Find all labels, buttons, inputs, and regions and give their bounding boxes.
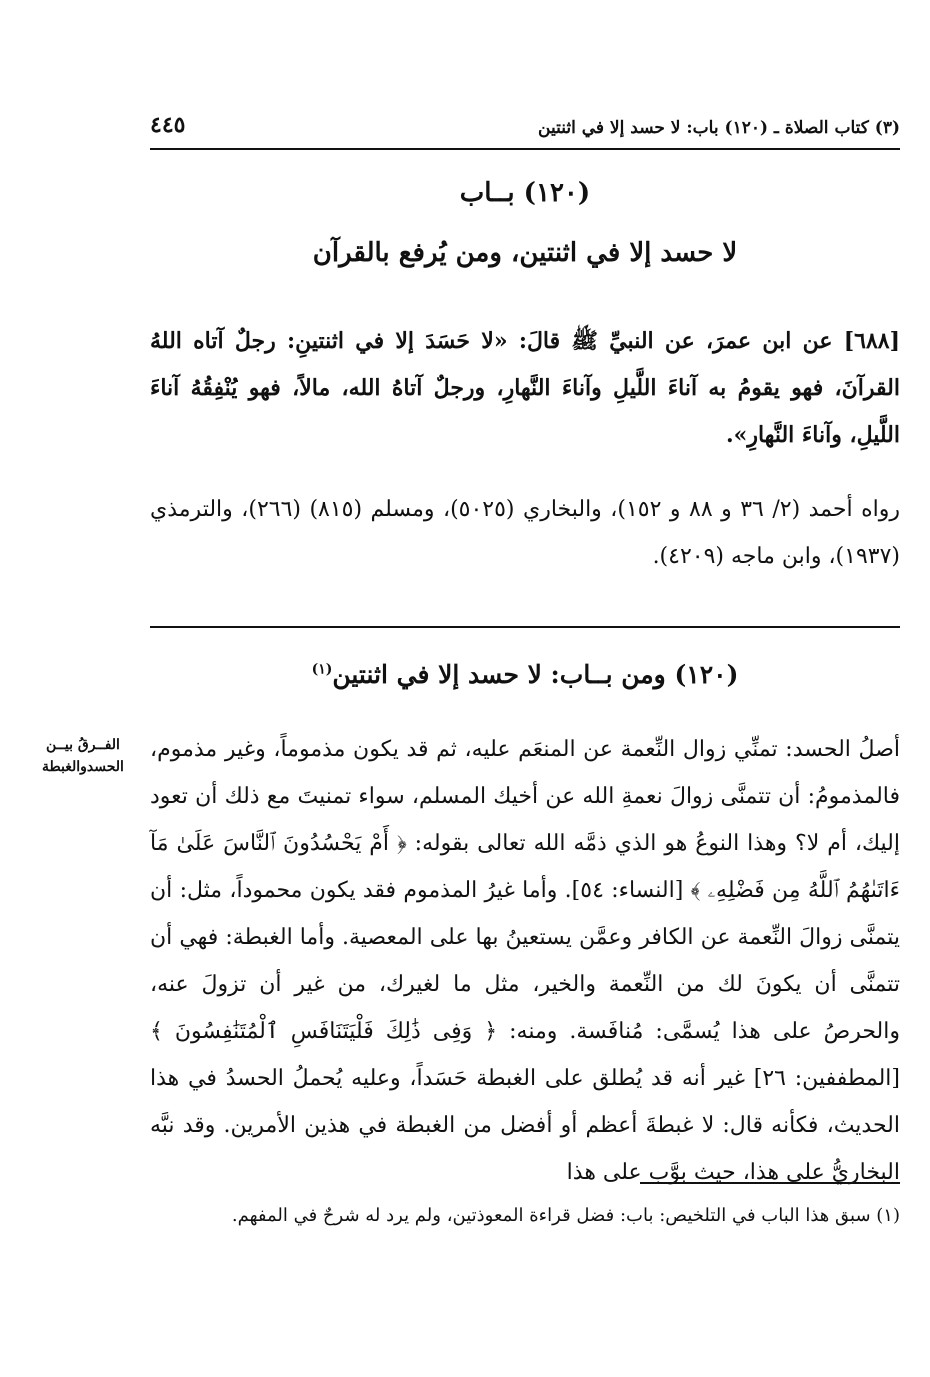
page-number: ٤٤٥ [150,112,186,138]
chapter-title: لا حسد إلا في اثنتين، ومن يُرفع بالقرآن [312,238,738,268]
margin-note: الفــرقُ بيــن الحسدوالغبطة [42,737,124,775]
section-rule [150,626,900,628]
hadith-text: [٦٨٨] عن ابن عمرَ، عن النبيِّ ﷺ قالَ: «لا حَسَدَ إلا في اثنتينِ: رجلٌ آتاه اللهُ القرآنَ، فهو يقومُ به آناءَ اللَّيلِ وآناءَ النَّهارِ، ورجلٌ آتاهُ الله، مالاً، فهو يُنْفِقُهُ آناءَ اللَّيلِ، وآناءَ النَّهارِ». [150,328,900,448]
footnote-marker: (١) [311,661,333,678]
header-rule [150,148,900,150]
chapter-number: (١٢٠) بــاب [459,178,591,208]
commentary-text: أصلُ الحسد: تمنِّي زوال النِّعمة عن المنعَم عليه، ثم قد يكون مذموماً، وغير مذموم، فالمذمومُ: أن تتمنَّى زوالَ نعمةِ الله عن أخيك المسلم، سواء تمنيتَ مع ذلك أن تعود إليك، أم لا؟ وهذا النوعُ هو الذي ذمَّه الله تعالى بقوله: ﴿ أَمْ يَحْسُدُونَ ٱلنَّاسَ عَلَىٰ مَآ ءَاتَىٰهُمُ ٱللَّهُ مِن فَضْلِهِۦ ﴾ [النساء: ٥٤]. وأما غيرُ المذموم فقد يكون محموداً، مثل: أن يتمنَّى زوالَ النِّعمة عن الكافر وعمَّن يستعينُ بها على المعصية. وأما الغبطة: فهي أن تتمنَّى أن يكونَ لك من النِّعمة والخير، مثل ما لغيرك، من غير أن تزولَ عنه، والحرصُ على هذا يُسمَّى: مُنافَسة. ومنه: ﴿ وَفِى ذَٰلِكَ فَلْيَتَنَافَسِ ٱلْمُتَنَٰفِسُونَ ﴾ [المطففين: ٢٦] غير أنه قد يُطلق على الغبطة حَسَداً، وعليه يُحملُ الحسدُ في هذا الحديث، فكأنه قال: لا غبطةَ أعظم أو أفضل من الغبطة في هذين الأمرين. وقد نبَّه البخاريُّ على هذا، حيث بوَّب على هذا [150,737,900,1185]
running-title: (٣) كتاب الصلاة ـ (١٢٠) باب: لا حسد إلا في اثنتين [538,118,900,138]
takhrij-text: رواه أحمد (٢/ ٣٦ و ٨٨ و ١٥٢)، والبخاري (٥٠٢٥)، ومسلم (٨١٥) (٢٦٦)، والترمذي (١٩٣٧)، وابن ماجه (٤٢٠٩). [150,497,900,569]
footnote-text: (١) سبق هذا الباب في التلخيص: باب: فضل قراءة المعوذتين، ولم يرد له شرحٌ في المفهم. [231,1205,900,1226]
footnote-rule [640,1182,900,1184]
commentary-title-text: (١٢٠) ومن بــاب: لا حسد إلا في اثنتين [332,660,739,689]
commentary-title [150,660,900,689]
page-header [150,112,900,148]
